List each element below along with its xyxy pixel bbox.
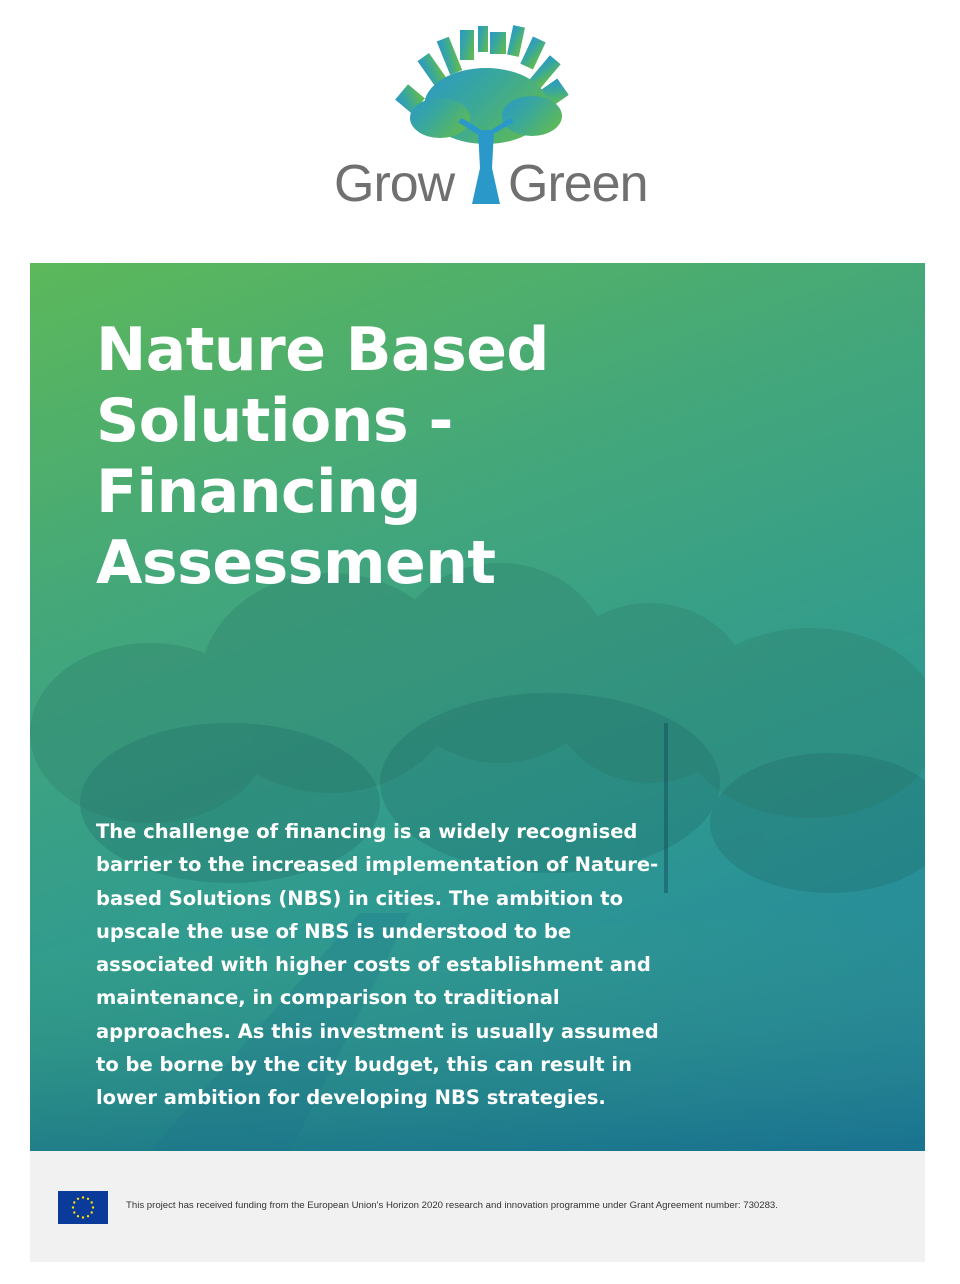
funding-footer — [30, 1151, 925, 1262]
hero-panel — [30, 263, 925, 1151]
grow-green-logo — [330, 18, 650, 213]
logo-word-grow: Grow — [334, 155, 455, 213]
intro-paragraph: The challenge of financing is a widely recognised barrier to the increased implementation of Nature-based Solutions (NBS) in cities. The ambition to upscale the use of NBS is understood to be associated with higher costs of establishment and maintenance, in comparison to traditional approaches. As this investment is usually assumed to be borne by the city budget, this can result in lower ambition for developing NBS strategies. — [96, 820, 659, 1110]
page-title: Nature Based Solutions - Financing Assessment — [96, 315, 549, 598]
logo-word-green: Green — [508, 155, 648, 213]
eu-flag-icon — [58, 1191, 108, 1224]
funding-statement: This project has received funding from the European Union's Horizon 2020 research and innovation programme under Grant Agreement number: 730283. — [126, 1200, 778, 1211]
